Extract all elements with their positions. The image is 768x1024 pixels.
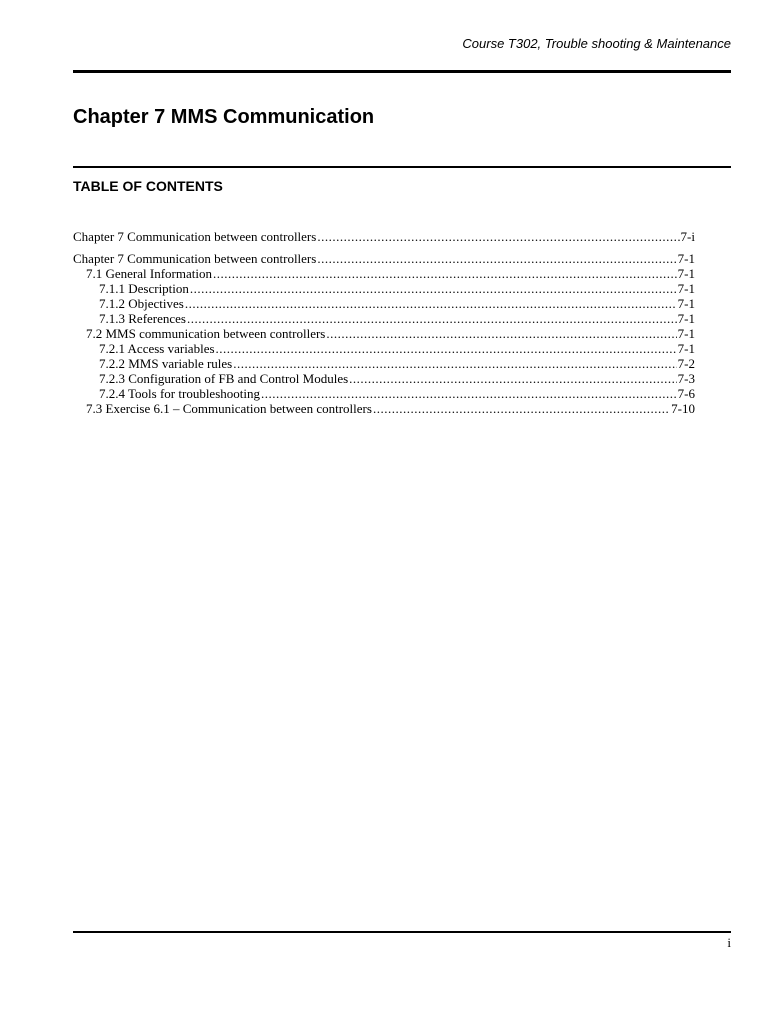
toc-entry-page: 7-1 bbox=[677, 251, 695, 266]
toc-entry-title: 7.3 Exercise 6.1 – Communication between controllers bbox=[86, 401, 372, 416]
toc-leader bbox=[373, 401, 670, 416]
toc-entry-page: 7-10 bbox=[671, 401, 695, 416]
toc-entry-page: 7-1 bbox=[677, 341, 695, 356]
header-course-title: Course T302, Trouble shooting & Maintenance bbox=[462, 36, 731, 51]
toc-entry[interactable] bbox=[73, 229, 695, 244]
toc-entry[interactable] bbox=[73, 281, 695, 296]
toc-entry-title: 7.1.3 References bbox=[99, 311, 186, 326]
toc-entry-title: 7.2.3 Configuration of FB and Control Modules bbox=[99, 371, 349, 386]
toc-entry[interactable] bbox=[73, 251, 695, 266]
toc-heading: TABLE OF CONTENTS bbox=[73, 178, 223, 194]
toc-entry-page: 7-2 bbox=[677, 356, 695, 371]
toc-leader bbox=[190, 281, 677, 296]
toc-entry[interactable] bbox=[73, 326, 695, 341]
toc-entry-title: 7.1.2 Objectives bbox=[99, 296, 184, 311]
page-number: i bbox=[727, 935, 731, 950]
toc-entry[interactable] bbox=[73, 371, 695, 386]
toc-entry[interactable] bbox=[73, 311, 695, 326]
toc-leader bbox=[317, 229, 679, 244]
header-rule bbox=[73, 70, 731, 73]
toc-leader bbox=[213, 266, 677, 281]
toc-entry[interactable] bbox=[73, 341, 695, 356]
toc-leader bbox=[326, 326, 676, 341]
toc-entry[interactable] bbox=[73, 386, 695, 401]
toc-entry-page: 7-i bbox=[680, 229, 695, 244]
toc-entry[interactable] bbox=[73, 266, 695, 281]
toc-entry-title: 7.2.2 MMS variable rules bbox=[99, 356, 233, 371]
toc-entry-page: 7-1 bbox=[677, 296, 695, 311]
title-rule bbox=[73, 166, 731, 168]
toc-leader bbox=[233, 356, 676, 371]
toc-entry-title: Chapter 7 Communication between controllers bbox=[73, 251, 317, 266]
toc-entry-title: 7.1 General Information bbox=[86, 266, 212, 281]
toc-entry-title: 7.2.1 Access variables bbox=[99, 341, 215, 356]
chapter-title: Chapter 7 MMS Communication bbox=[73, 106, 375, 128]
table-of-contents bbox=[73, 229, 695, 416]
toc-leader bbox=[216, 341, 677, 356]
toc-leader bbox=[317, 251, 676, 266]
toc-entry-page: 7-6 bbox=[677, 386, 695, 401]
toc-entry[interactable] bbox=[73, 296, 695, 311]
toc-entry-title: 7.2 MMS communication between controllers bbox=[86, 326, 326, 341]
toc-entry-page: 7-3 bbox=[677, 371, 695, 386]
toc-entry-title: Chapter 7 Communication between controllers bbox=[73, 229, 317, 244]
toc-leader bbox=[187, 311, 677, 326]
toc-entry-page: 7-1 bbox=[677, 266, 695, 281]
toc-entry-page: 7-1 bbox=[677, 326, 695, 341]
toc-entry[interactable] bbox=[73, 356, 695, 371]
toc-entry-title: 7.2.4 Tools for troubleshooting bbox=[99, 386, 260, 401]
footer-rule bbox=[73, 931, 731, 933]
toc-entry-page: 7-1 bbox=[677, 311, 695, 326]
toc-leader bbox=[349, 371, 676, 386]
toc-leader bbox=[261, 386, 677, 401]
toc-entry-page: 7-1 bbox=[677, 281, 695, 296]
toc-leader bbox=[185, 296, 677, 311]
toc-entry[interactable] bbox=[73, 401, 695, 416]
toc-entry-title: 7.1.1 Description bbox=[99, 281, 189, 296]
